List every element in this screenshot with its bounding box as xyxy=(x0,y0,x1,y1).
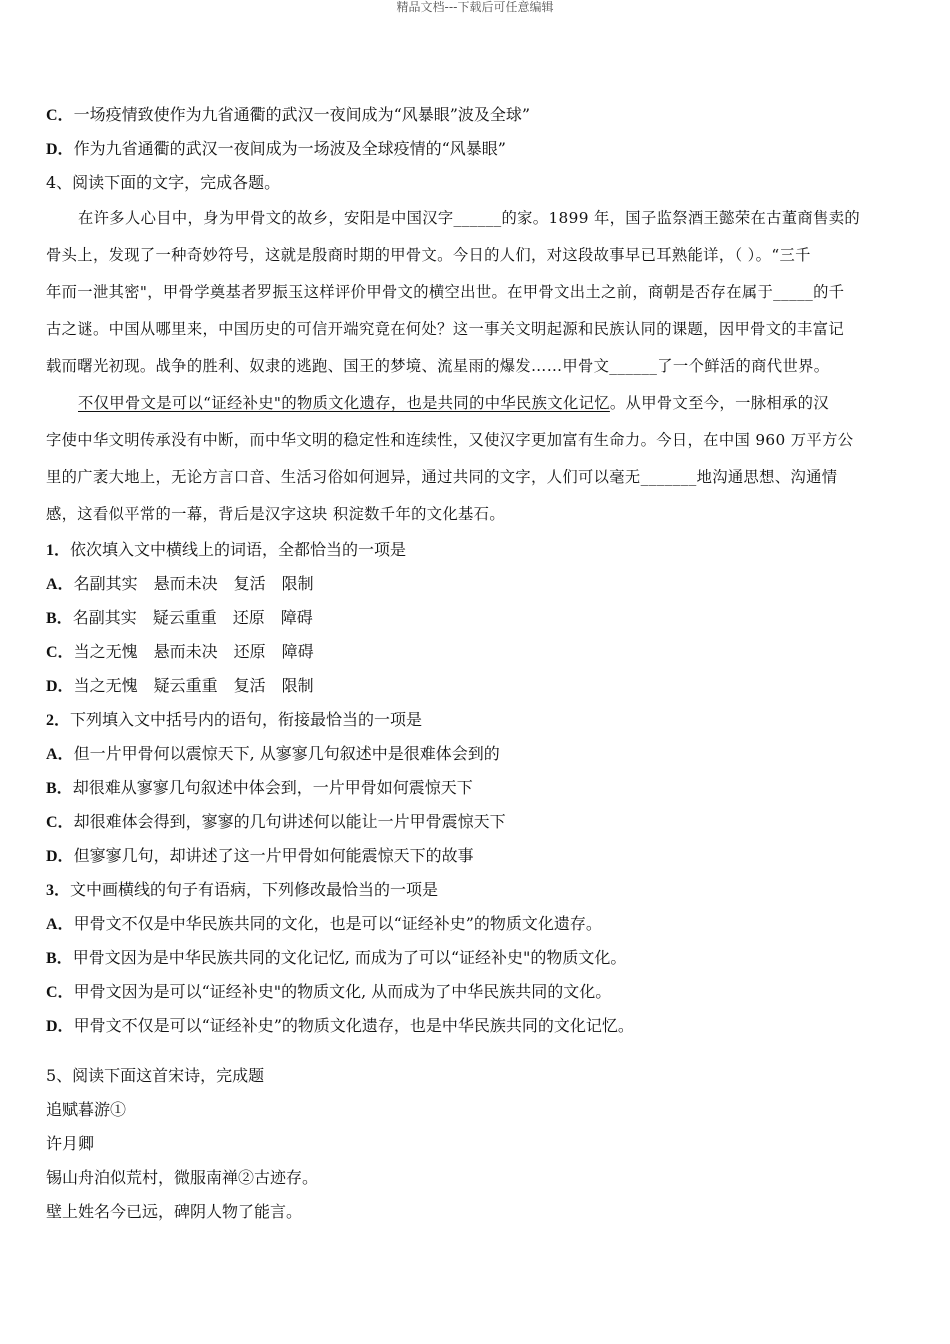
option-text: 一场疫情致使作为九省通衢的武汉一夜间成为“风暴眼”波及全球” xyxy=(73,105,531,124)
q2-option-b xyxy=(46,771,906,805)
passage-line: 古之谜。中国从哪里来，中国历史的可信开端究竟在何处？这一事关文明起源和民族认同的课题，因甲骨文的丰富记 xyxy=(46,320,844,338)
question-5-heading: 5、阅读下面这首宋诗，完成题 xyxy=(46,1066,265,1085)
option-text: 却很难体会得到，寥寥的几句讲述何以能让一片甲骨震惊天下 xyxy=(73,812,506,831)
q1-option-b xyxy=(46,601,906,635)
option-label: A． xyxy=(46,916,74,933)
option-text: 作为九省通衢的武汉一夜间成为一场波及全球疫情的“风暴眼” xyxy=(73,139,506,158)
option-label: D． xyxy=(46,678,74,695)
option-label: B． xyxy=(46,780,73,797)
option-label: A． xyxy=(46,576,74,593)
question-number: 1． xyxy=(46,542,71,559)
option-word: 当之无愧 xyxy=(73,642,138,661)
option-text: 甲骨文不仅是中华民族共同的文化，也是可以“证经补史”的物质文化遗存。 xyxy=(73,914,602,933)
option-text: 但寥寥几句，却讲述了这一片甲骨如何能震惊天下的故事 xyxy=(73,846,474,865)
option-label: D． xyxy=(46,141,74,158)
q1-option-d xyxy=(46,669,906,703)
passage-line xyxy=(46,385,906,422)
option-word: 名副其实 xyxy=(72,608,137,627)
option-word: 复活 xyxy=(233,676,266,695)
q3-option-c xyxy=(46,975,906,1009)
underlined-sentence: 不仅甲骨文是可以“证经补史"的物质文化遗存，也是共同的中华民族文化记忆 xyxy=(78,394,610,412)
question-1-stem xyxy=(46,533,906,567)
passage-line: 感，这看似平常的一幕，背后是汉字这块 积淀数千年的文化基石。 xyxy=(46,505,505,523)
question-number: 3． xyxy=(46,882,71,899)
option-text: 甲骨文因为是可以“证经补史"的物质文化, 从而成为了中华民族共同的文化。 xyxy=(73,982,612,1001)
option-d-top xyxy=(46,132,906,166)
page-header: 精品文档---下载后可任意编辑 xyxy=(396,0,554,14)
poem-title: 追赋暮游① xyxy=(46,1100,127,1119)
option-text: 但一片甲骨何以震惊天下, 从寥寥几句叙述中是很难体会到的 xyxy=(73,744,500,763)
q2-option-d xyxy=(46,839,906,873)
option-word: 限制 xyxy=(281,676,314,695)
question-text: 下列填入文中括号内的语句，衔接最恰当的一项是 xyxy=(70,710,423,729)
passage-text: 。从甲骨文至今，一脉相承的汉 xyxy=(609,394,829,412)
option-label: C． xyxy=(46,644,74,661)
option-label: B． xyxy=(46,950,73,967)
option-word: 悬而未决 xyxy=(153,642,218,661)
question-number: 2． xyxy=(46,712,71,729)
option-word: 障碍 xyxy=(280,608,313,627)
passage-line: 里的广袤大地上，无论方言口音、生活习俗如何迥异，通过共同的文字，人们可以毫无_______地沟通思想、沟通情 xyxy=(46,468,838,486)
option-label: A． xyxy=(46,746,74,763)
q2-option-c xyxy=(46,805,906,839)
option-word: 悬而未决 xyxy=(153,574,218,593)
passage xyxy=(46,200,906,533)
option-c-top xyxy=(46,98,906,132)
option-label: D． xyxy=(46,848,74,865)
option-text: 甲骨文因为是中华民族共同的文化记忆, 而成为了可以“证经补史"的物质文化。 xyxy=(72,948,627,967)
option-label: C． xyxy=(46,984,74,1001)
passage-line: 字使中华文明传承没有中断，而中华文明的稳定性和连续性，又使汉字更加富有生命力。今日，在中国 960 万平方公 xyxy=(46,431,854,449)
option-label: B． xyxy=(46,610,73,627)
question-text: 依次填入文中横线上的词语，全都恰当的一项是 xyxy=(70,540,407,559)
option-word: 当之无愧 xyxy=(73,676,138,695)
passage-line: 年而一泄其密"，甲骨学奠基者罗振玉这样评价甲骨文的横空出世。在甲骨文出土之前，商朝是否存在属于_____的千 xyxy=(46,283,845,301)
option-word: 疑云重重 xyxy=(152,608,217,627)
poem-author: 许月卿 xyxy=(46,1134,95,1153)
option-text: 却很难从寥寥几句叙述中体会到，一片甲骨如何震惊天下 xyxy=(72,778,473,797)
q1-option-a xyxy=(46,567,906,601)
q3-option-a xyxy=(46,907,906,941)
passage-line: 骨头上，发现了一种奇妙符号，这就是殷商时期的甲骨文。今日的人们，对这段故事早已耳熟能详，（ ）。“三千 xyxy=(46,246,811,264)
question-3-stem xyxy=(46,873,906,907)
document-page xyxy=(46,98,906,1229)
question-4-heading: 4、阅读下面的文字，完成各题。 xyxy=(46,173,281,192)
q1-option-c xyxy=(46,635,906,669)
option-label: C． xyxy=(46,814,74,831)
q3-option-d xyxy=(46,1009,906,1043)
option-text: 甲骨文不仅是可以“证经补史”的物质文化遗存，也是中华民族共同的文化记忆。 xyxy=(73,1016,634,1035)
option-word: 复活 xyxy=(233,574,266,593)
q3-option-b xyxy=(46,941,906,975)
option-label: D． xyxy=(46,1018,74,1035)
passage-line: 载而曙光初现。战争的胜利、奴隶的逃跑、国王的梦境、流星雨的爆发……甲骨文______了一个鲜活的商代世界。 xyxy=(46,357,830,375)
poem-line: 锡山舟泊似荒村，微服南禅②古迹存。 xyxy=(46,1168,319,1187)
q2-option-a xyxy=(46,737,906,771)
option-word: 还原 xyxy=(233,642,266,661)
question-text: 文中画横线的句子有语病，下列修改最恰当的一项是 xyxy=(70,880,439,899)
option-word: 限制 xyxy=(281,574,314,593)
option-label: C． xyxy=(46,107,74,124)
option-word: 还原 xyxy=(232,608,265,627)
option-word: 障碍 xyxy=(281,642,314,661)
poem-line: 壁上姓名今已远，碑阴人物了能言。 xyxy=(46,1202,303,1221)
question-2-stem xyxy=(46,703,906,737)
passage-line: 在许多人心目中，身为甲骨文的故乡，安阳是中国汉字______的家。1899 年，国子监祭酒王懿荣在古董商售卖的 xyxy=(78,209,860,227)
option-word: 名副其实 xyxy=(73,574,138,593)
option-word: 疑云重重 xyxy=(153,676,218,695)
